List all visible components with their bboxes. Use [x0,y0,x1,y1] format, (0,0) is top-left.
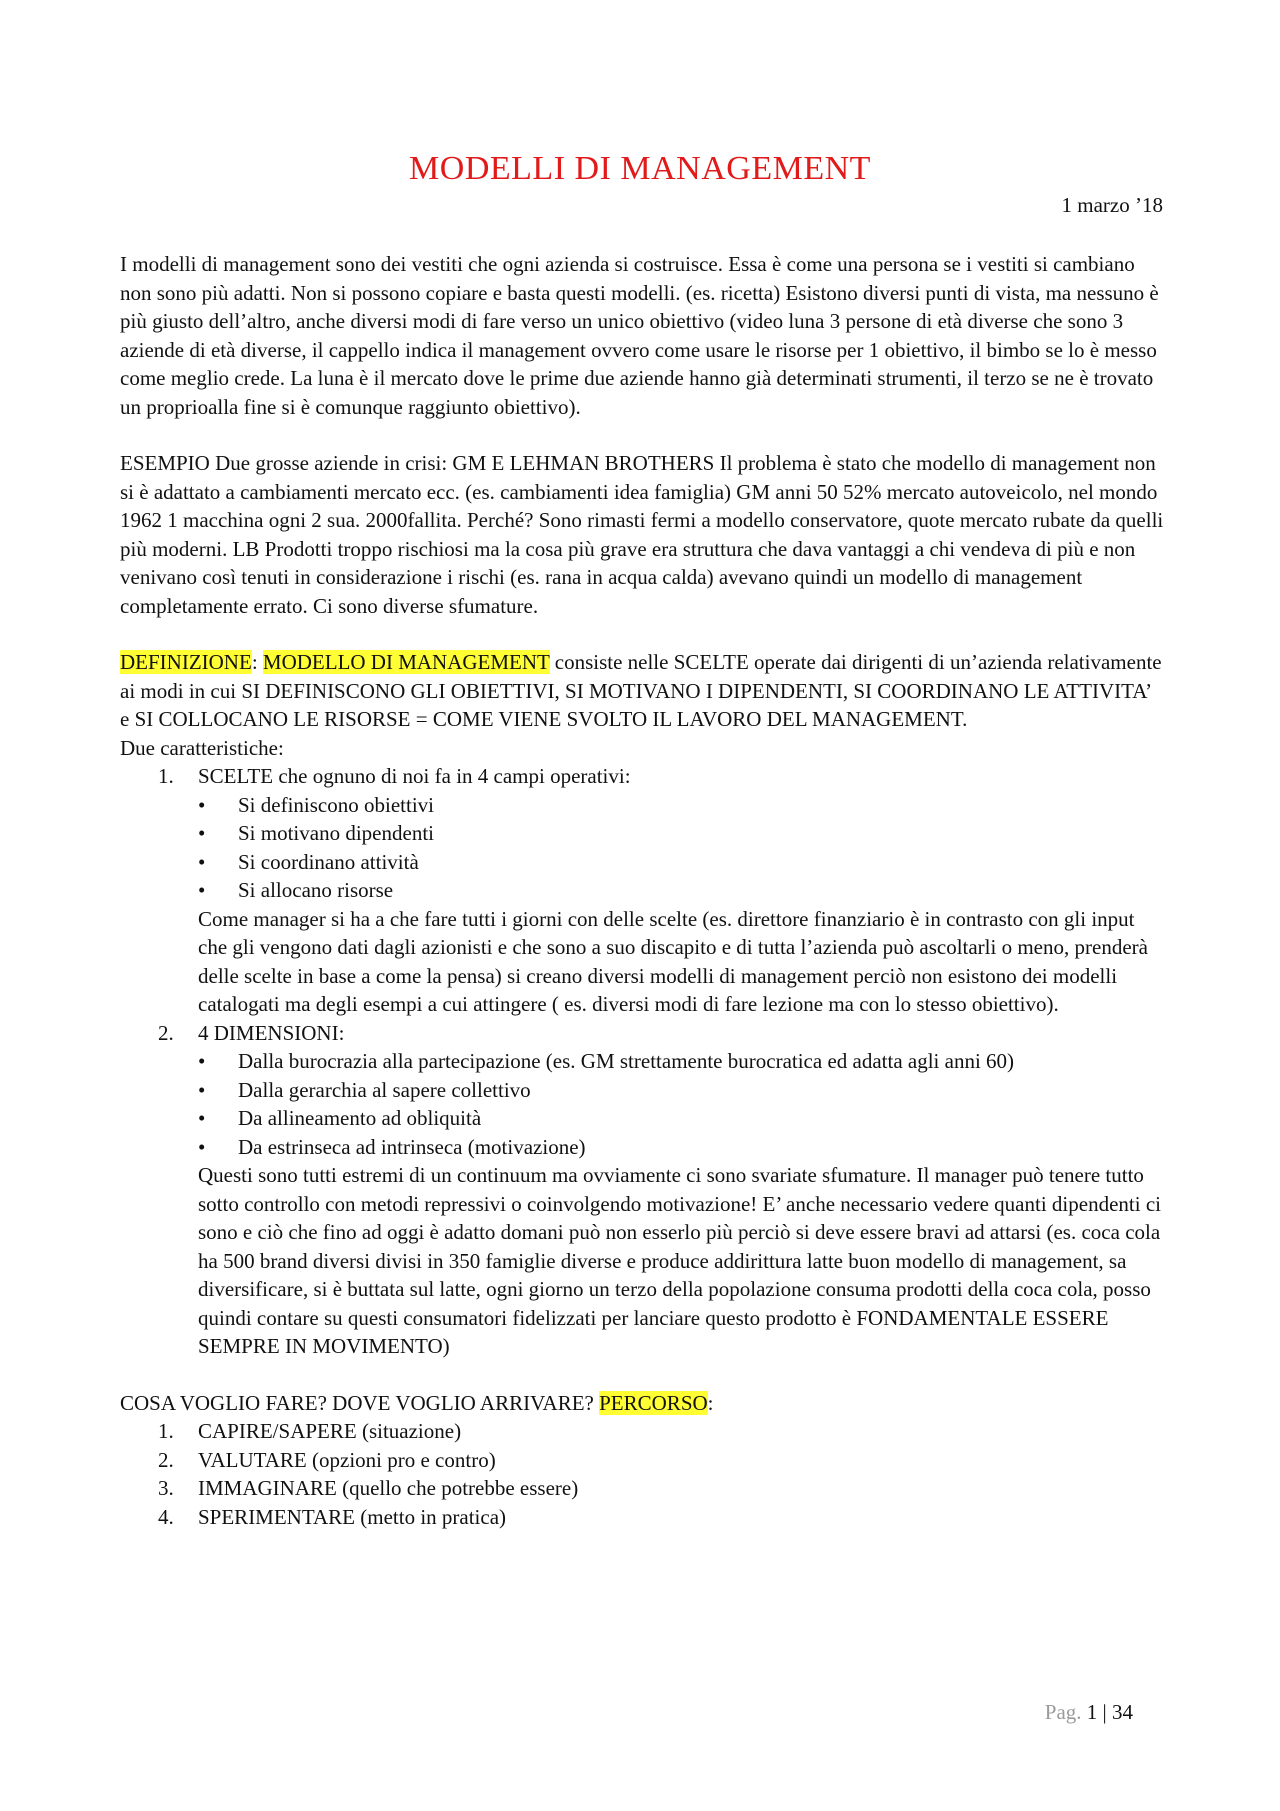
path-colon: : [707,1390,714,1415]
bullet-icon: • [198,821,206,845]
characteristics-list [120,762,1165,1361]
bullet-item [198,1047,1165,1076]
bullet-item [198,876,1165,905]
characteristic-note: Come manager si ha a che fare tutti i giorni con delle scelte (es. direttore finanziario è in contrasto con gli input che gli vengono dati dagli azionisti e che sono a suo discapito e di tutta l’azienda può ascoltarli o meno, prenderà delle scelte in base a come la pensa) si creano diversi modelli di management perciò non esistono dei modelli catalogati ma degli esempi a cui attingere ( es. diversi modi di fare lezione ma con lo stesso obiettivo). [198,906,1148,1016]
bullet-item [198,791,1165,820]
characteristic-title: SCELTE che ognuno di noi fa in 4 campi operativi: [198,764,631,788]
characteristics-heading: Due caratteristiche: [120,735,284,760]
bullet-icon: • [198,1134,206,1159]
list-number: 3. [158,1476,174,1500]
list-number: 1. [158,1419,174,1443]
document-date: 1 marzo ’18 [1061,193,1163,217]
document-body [120,250,1165,1531]
definition-paragraph [120,648,1165,734]
path-step [120,1503,1165,1532]
list-number: 2. [158,1020,174,1045]
bullet-list [198,791,1165,905]
bullet-text: Si allocano risorse [238,878,394,902]
path-step [120,1446,1165,1475]
bullet-text: Dalla gerarchia al sapere collettivo [238,1077,531,1102]
bullet-item [198,1104,1165,1133]
example-paragraph: ESEMPIO Due grosse aziende in crisi: GM E LEHMAN BROTHERS Il problema è stato che modello di management non si è adattato a cambiamenti mercato ecc. (es. cambiamenti idea famiglia) GM anni 50 52% mercato autoveicolo, nel mondo 1962 1 macchina ogni 2 sua. 2000fallita. Perché? Sono rimasti fermi a modello conservatore, quote mercato rubate da quelli più moderni. LB Prodotti troppo rischiosi ma la cosa più grave era struttura che dava vantaggi a chi vendeva di più e non venivano così tenuti in considerazione i rischi (es. rana in acqua calda) avevano quindi un modello di management completamente errato. Ci sono diverse sfumature. [120,451,1164,618]
characteristic-item [120,762,1165,1019]
page-separator: | [1102,1700,1107,1724]
intro-paragraph: I modelli di management sono dei vestiti che ogni azienda si costruisce. Essa è come una persona se i vestiti si cambiano non sono più adatti. Non si possono copiare e basta questi modelli. (es. ricetta) Esistono diversi punti di vista, ma nessuno è più giusto dell’altro, anche diversi modi di fare verso un unico obiettivo (video luna 3 persone di età diverse che sono 3 aziende di età diverse, il cappello indica il management ovvero come usare le risorse per 1 obiettivo, il bimbo se lo è messo come meglio crede. La luna è il mercato dove le prime due aziende hanno già determinati strumenti, il terzo se ne è trovato un proprioalla fine si è comunque raggiunto obiettivo). [120,252,1159,419]
path-step-text: IMMAGINARE (quello che potrebbe essere) [198,1476,579,1500]
list-number: 4. [158,1504,174,1529]
definition-colon: : [251,650,258,674]
bullet-item [198,848,1165,877]
bullet-text: Dalla burocrazia alla partecipazione (es. GM strettamente burocratica ed adatta agli anni 60) [238,1049,1015,1073]
bullet-item [198,819,1165,848]
bullet-icon: • [198,1049,206,1073]
bullet-text: Si motivano dipendenti [238,821,434,845]
total-pages: 34 [1112,1700,1133,1724]
bullet-list [198,1047,1165,1161]
bullet-item [198,1076,1165,1105]
definition-label: DEFINIZIONE [120,650,252,674]
bullet-text: Da allineamento ad obliquità [238,1106,482,1130]
bullet-text: Si coordinano attività [238,849,419,874]
bullet-icon: • [198,849,206,874]
bullet-icon: • [198,1106,206,1130]
path-step [120,1474,1165,1503]
path-step [120,1417,1165,1446]
path-heading [120,1389,1165,1418]
document-title: MODELLI DI MANAGEMENT [409,150,871,187]
page-footer [1045,1700,1133,1725]
characteristic-note: Questi sono tutti estremi di un continuum ma ovviamente ci sono svariate sfumature. Il manager può tenere tutto sotto controllo con metodi repressivi o coinvolgendo motivazione! E’ anche necessario vedere quanti dipendenti ci sono e ciò che fino ad oggi è adatto domani può non esserlo più perciò si deve essere bravi ad attarsi (es. coca cola ha 500 brand diversi divisi in 350 famiglie diverse e produce addirittura latte buon modello di management, sa diversificare, si è buttata sul latte, ogni giorno un terzo della popolazione consuma prodotti della coca cola, posso quindi contare su questi consumatori fidelizzati per lanciare questo prodotto è FONDAMENTALE ESSERE SEMPRE IN MOVIMENTO) [198,1163,1161,1358]
path-steps-list [120,1417,1165,1531]
bullet-item [198,1133,1165,1162]
path-step-text: VALUTARE (opzioni pro e contro) [198,1447,496,1472]
bullet-text: Da estrinseca ad intrinseca (motivazione) [238,1134,586,1159]
bullet-icon: • [198,878,206,902]
list-number: 2. [158,1447,174,1472]
bullet-text: Si definiscono obiettivi [238,792,434,817]
characteristic-title: 4 DIMENSIONI: [198,1020,345,1045]
characteristic-item [120,1019,1165,1361]
path-step-text: CAPIRE/SAPERE (situazione) [198,1419,462,1443]
path-question: COSA VOGLIO FARE? DOVE VOGLIO ARRIVARE? [120,1390,600,1415]
definition-text: consiste nelle SCELTE operate dai dirigenti di un’azienda relativamente ai modi in cui SI DEFINISCONO GLI OBIETTIVI, SI MOTIVANO I DIPENDENTI, SI COORDINANO LE ATTIVITA’ e SI COLLOCANO LE RISORSE = COME VIENE SVOLTO IL LAVORO DEL MANAGEMENT. [120,650,1162,731]
bullet-icon: • [198,1077,206,1102]
path-label: PERCORSO [599,1390,708,1415]
list-number: 1. [158,764,174,788]
definition-term: MODELLO DI MANAGEMENT [262,650,550,674]
page-label: Pag. [1044,1700,1082,1724]
page-number: 1 [1086,1700,1098,1724]
path-step-text: SPERIMENTARE (metto in pratica) [198,1504,507,1529]
bullet-icon: • [198,792,206,817]
